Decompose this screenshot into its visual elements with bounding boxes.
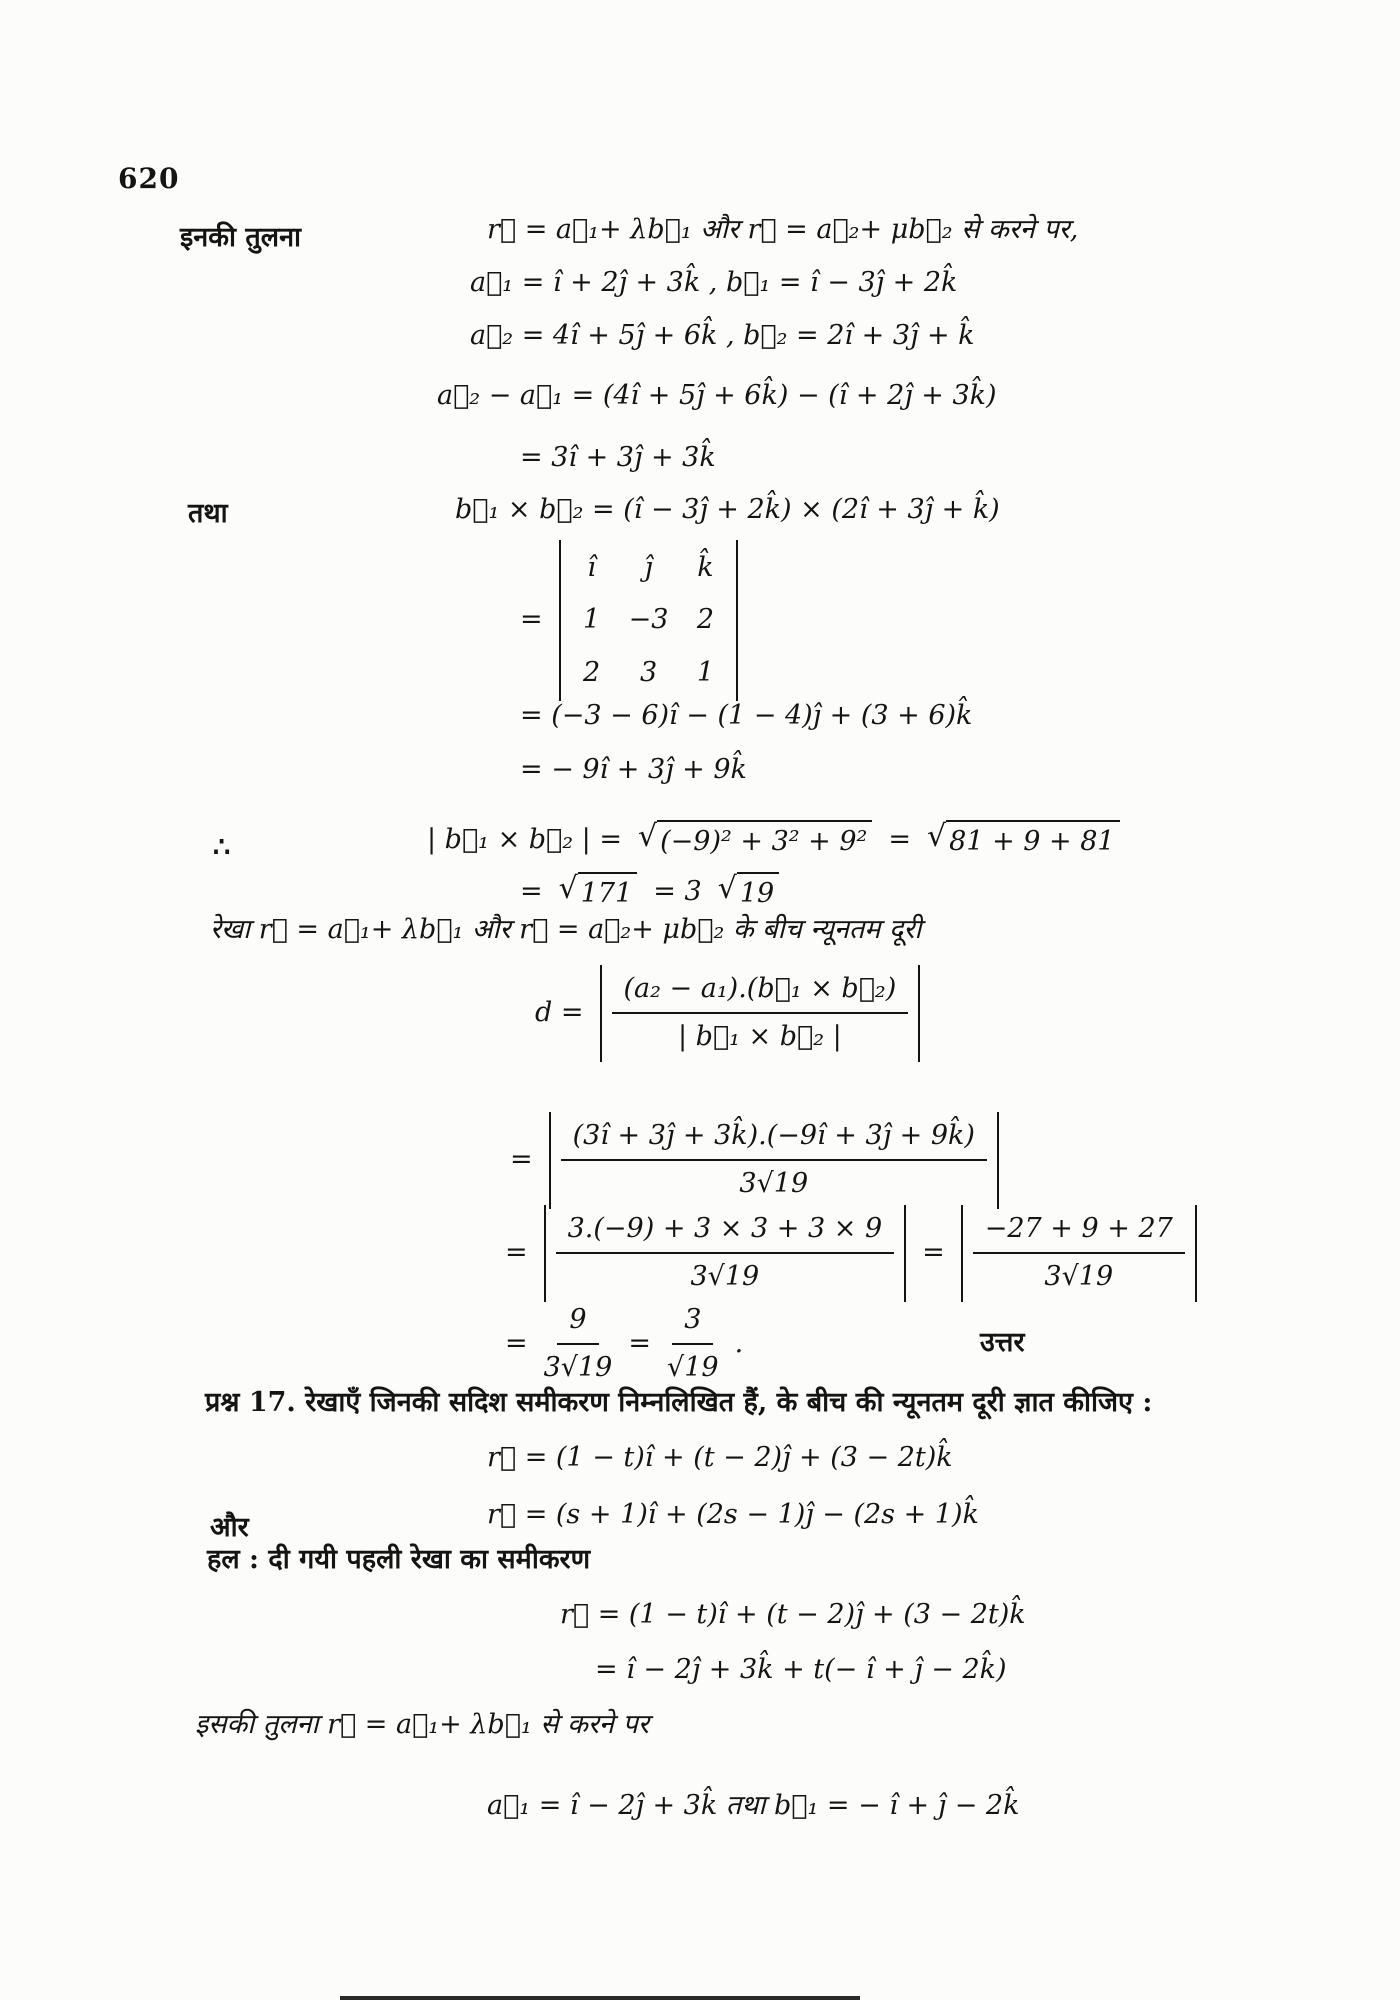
solution-eq1: r⃗ = (1 − t)î + (t − 2)ĵ + (3 − 2t)k̂ (560, 1599, 1026, 1630)
equals-sign: = (628, 1328, 651, 1360)
label-comparison: इनकी तुलना (180, 222, 302, 253)
eq-a1-b1: a⃗₁ = î + 2ĵ + 3k̂ , b⃗₁ = î − 3ĵ + 2k̂ (470, 267, 958, 298)
abs-fraction (600, 965, 921, 1062)
det-cell: î (587, 552, 596, 583)
det-equals: = (520, 604, 543, 636)
fraction-denominator: 3√19 (1044, 1261, 1114, 1293)
compare-line: इसकी तुलना r⃗ = a⃗₁+ λb⃗₁ से करने पर (195, 1709, 649, 1740)
question-text: रेखाएँ जिनकी सदिश समीकरण निम्नलिखित हैं, के बीच की न्यूनतम दूरी ज्ञात कीजिए : (295, 1387, 1153, 1418)
eq-cross-result: = − 9î + 3ĵ + 9k̂ (520, 754, 747, 785)
answer-label: उत्तर (980, 1327, 1025, 1358)
det-cell: k̂ (697, 552, 714, 583)
magnitude-mid: = (888, 824, 912, 855)
fraction-denominator: 3√19 (739, 1168, 809, 1200)
solution-label: हल : (207, 1544, 260, 1575)
fraction (556, 1211, 895, 1296)
eq-distance-formula (535, 965, 920, 1062)
eq-det-expansion: = (−3 − 6)î − (1 − 4)ĵ + (3 + 6)k̂ (520, 700, 973, 731)
fraction-numerator: (3î + 3ĵ + 3k̂).(−9î + 3ĵ + 9k̂) (561, 1118, 987, 1161)
fraction (544, 1302, 613, 1387)
fraction-denominator: √19 (667, 1352, 719, 1384)
fraction (667, 1302, 719, 1387)
page-number: 620 (118, 162, 180, 195)
equals-sign: = (510, 1144, 533, 1176)
eq-distance-step3 (505, 1205, 1197, 1302)
fraction (973, 1211, 1185, 1296)
fraction-numerator: (a₂ − a₁).(b⃗₁ × b⃗₂) (612, 971, 909, 1014)
radical-sign: √ (637, 819, 658, 854)
radical-sign: √ (717, 871, 737, 906)
distance-intro: रेखा r⃗ = a⃗₁+ λb⃗₁ और r⃗ = a⃗₂+ μb⃗₂ के बीच न्यूनतम दूरी (210, 914, 922, 945)
det-cell: 3 (639, 656, 658, 688)
eq-a2-minus-a1: a⃗₂ − a⃗₁ = (4î + 5ĵ + 6k̂) − (î + 2ĵ + 3k̂) (437, 380, 997, 411)
question-number: प्रश्न 17. (205, 1387, 296, 1418)
det-cell: 2 (583, 656, 601, 688)
d-lhs: d = (535, 997, 584, 1029)
label-tatha: तथा (188, 498, 228, 529)
solution-intro (207, 1542, 590, 1578)
sqrt-expression (927, 820, 1120, 860)
det-cell: 1 (583, 604, 601, 636)
eq-a2-b2: a⃗₂ = 4î + 5ĵ + 6k̂ , b⃗₂ = 2î + 3ĵ + k̂ (470, 320, 975, 351)
abs-fraction (961, 1205, 1197, 1302)
sqrt-expression (638, 820, 872, 860)
radicand: 19 (737, 872, 779, 912)
magnitude-lhs2: = (520, 876, 543, 907)
question-eq2: r⃗ = (s + 1)î + (2s − 1)ĵ − (2s + 1)k̂ (487, 1499, 979, 1530)
eq-magnitude-line2 (520, 872, 779, 912)
sqrt-expression (559, 872, 638, 912)
fraction-numerator: 9 (557, 1302, 598, 1345)
eq-distance-step2 (510, 1112, 999, 1209)
radicand: 171 (578, 872, 638, 912)
eq-magnitude-line1 (427, 820, 1120, 860)
det-cell: 1 (696, 656, 715, 688)
solution-eq2: = î − 2ĵ + 3k̂ + t(− î + ĵ − 2k̂) (595, 1654, 1007, 1685)
period: . (734, 1328, 744, 1360)
fraction (561, 1118, 987, 1203)
radical-sign: √ (558, 871, 578, 906)
question-eq1: r⃗ = (1 − t)î + (t − 2)ĵ + (3 − 2t)k̂ (487, 1442, 953, 1473)
eq-a2-minus-a1-result: = 3î + 3ĵ + 3k̂ (520, 442, 716, 473)
abs-fraction (544, 1205, 907, 1302)
radicand: (−9)² + 3² + 9² (657, 820, 872, 860)
fraction-denominator: | b⃗₁ × b⃗₂ | (677, 1021, 842, 1053)
result-line: a⃗₁ = î − 2ĵ + 3k̂ तथा b⃗₁ = − î + ĵ − 2k̂ (487, 1790, 1020, 1821)
label-aur: और (210, 1512, 249, 1543)
radicand: 81 + 9 + 81 (946, 820, 1119, 860)
eq-distance-result (505, 1302, 743, 1387)
scan-edge-artifact (340, 1996, 860, 2000)
det-cell: ĵ (644, 552, 653, 583)
magnitude-lhs: | b⃗₁ × b⃗₂ | = (427, 824, 622, 855)
determinant (559, 540, 739, 701)
label-therefore: ∴ (213, 832, 231, 863)
fraction-numerator: 3.(−9) + 3 × 3 + 3 × 9 (556, 1211, 895, 1254)
fraction-numerator: 3 (672, 1302, 713, 1345)
det-cell: −3 (628, 604, 669, 636)
question-17 (205, 1385, 1152, 1421)
eq-r-lines: r⃗ = a⃗₁+ λb⃗₁ और r⃗ = a⃗₂+ μb⃗₂ से करने पर, (487, 214, 1079, 245)
fraction-denominator: 3√19 (690, 1261, 760, 1293)
solution-text: दी गयी पहली रेखा का समीकरण (259, 1544, 591, 1575)
equals-sign: = (505, 1237, 528, 1269)
equals-sign: = (922, 1237, 945, 1269)
fraction-denominator: 3√19 (543, 1352, 613, 1384)
det-cell: 2 (696, 604, 715, 636)
fraction-numerator: −27 + 9 + 27 (973, 1211, 1185, 1254)
sqrt-expression (718, 872, 779, 912)
fraction (612, 971, 909, 1056)
eq-b1-cross-b2: b⃗₁ × b⃗₂ = (î − 3ĵ + 2k̂) × (2î + 3ĵ + k̂) (455, 494, 1000, 525)
equals-sign: = (505, 1328, 528, 1360)
radical-sign: √ (927, 819, 947, 854)
magnitude-mid2: = 3 (653, 876, 702, 907)
abs-fraction (549, 1112, 999, 1209)
determinant-row (520, 540, 738, 701)
